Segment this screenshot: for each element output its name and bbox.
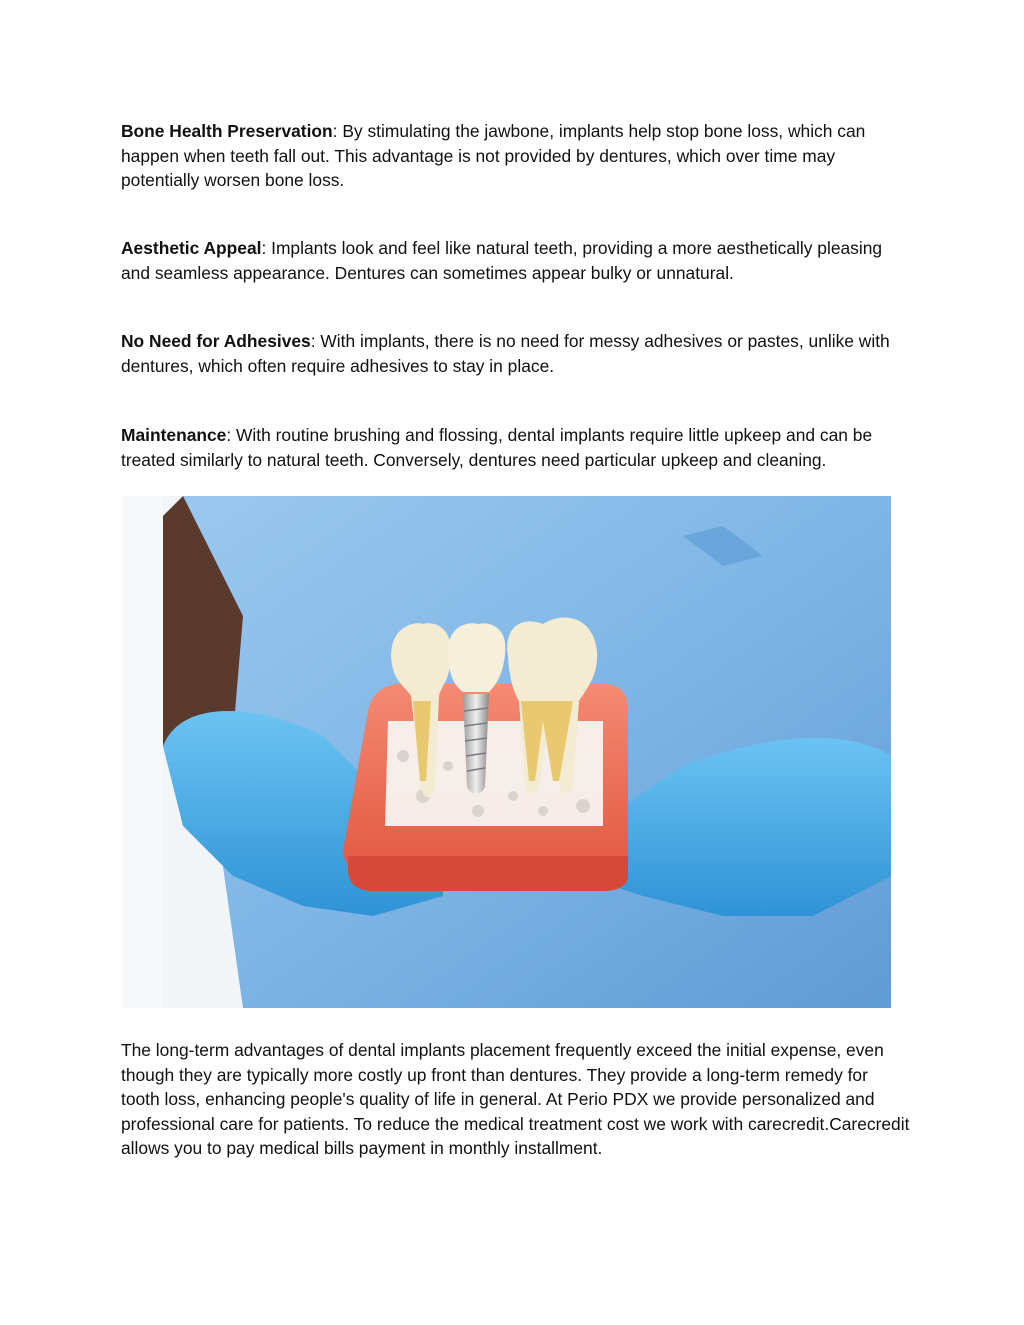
section-heading: Bone Health Preservation bbox=[121, 121, 333, 141]
closing-paragraph: The long-term advantages of dental implants placement frequently exceed the initial expense, even though they are typically more costly up front than dentures. They provide a long-term remedy for tooth loss, enhancing people's quality of life in general. At Perio PDX we provide personalized and professional care for patients. To reduce the medical treatment cost we work with carecredit.Carecredit allows you to pay medical bills payment in monthly installment. bbox=[121, 1040, 910, 1158]
section-text: : Implants look and feel like natural teeth, providing a more aesthetically pleasing and seamless appearance. Dentures can sometimes appear bulky or unnatural. bbox=[121, 238, 883, 283]
section-heading: No Need for Adhesives bbox=[121, 331, 311, 351]
section-maintenance bbox=[121, 423, 911, 472]
implant-crown-shape bbox=[448, 623, 505, 692]
section-heading: Maintenance bbox=[121, 425, 227, 445]
section-aesthetic-appeal bbox=[121, 236, 911, 285]
section-text: : With implants, there is no need for messy adhesives or pastes, unlike with dentures, which often require adhesives to stay in place. bbox=[121, 331, 890, 376]
section-text: : By stimulating the jawbone, implants help stop bone loss, which can happen when teeth fall out. This advantage is not provided by dentures, which over time may potentially worsen bone loss. bbox=[121, 121, 866, 190]
section-no-adhesives bbox=[121, 329, 911, 378]
dental-implant-illustration bbox=[123, 496, 891, 1008]
section-bone-health bbox=[121, 119, 911, 193]
section-text: : With routine brushing and flossing, dental implants require little upkeep and can be treated similarly to natural teeth. Conversely, dentures need particular upkeep and cleaning. bbox=[121, 425, 873, 470]
dental-implant-model-photo bbox=[123, 496, 891, 1008]
section-heading: Aesthetic Appeal bbox=[121, 238, 262, 258]
